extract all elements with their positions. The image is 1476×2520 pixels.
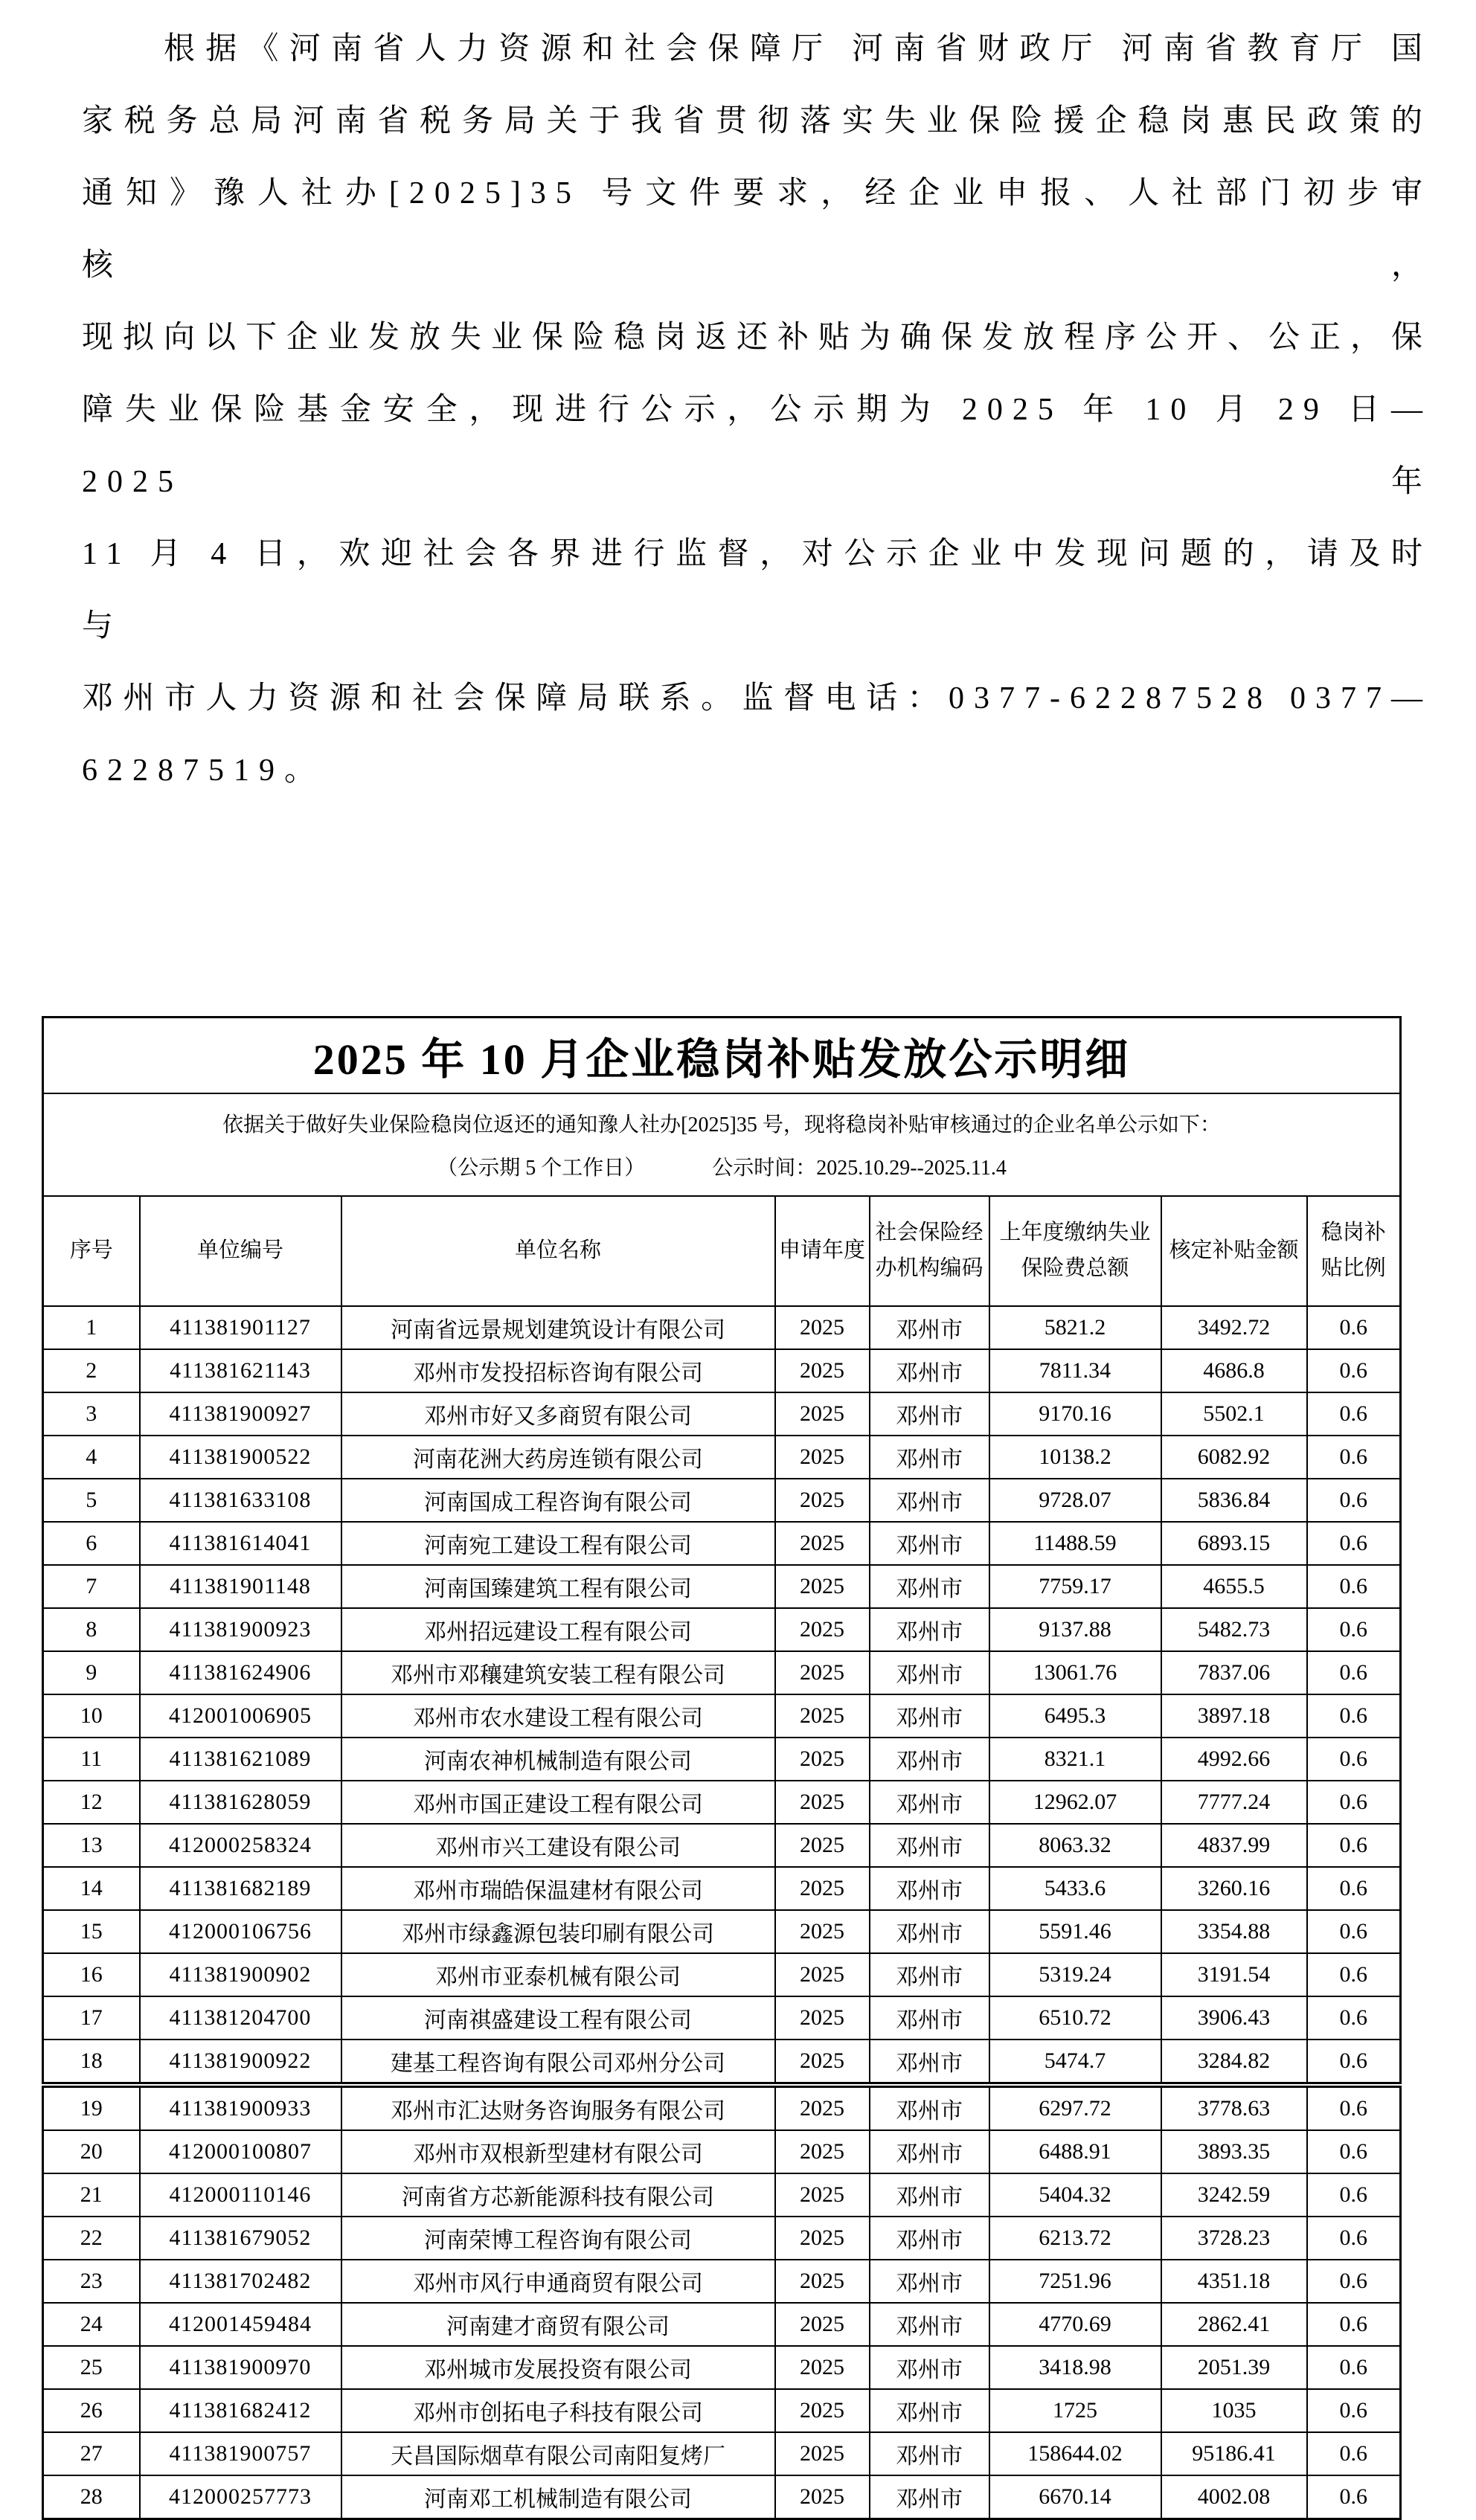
table-cell: 3354.88 <box>1161 1910 1307 1953</box>
table-row <box>43 1867 1401 1910</box>
table-cell: 10138.2 <box>989 1436 1161 1479</box>
table-cell: 411381682412 <box>140 2389 341 2432</box>
table-cell: 9137.88 <box>989 1608 1161 1651</box>
note-period: （公示期 5 个工作日） <box>437 1157 646 1180</box>
table-cell: 邓州市 <box>870 2346 989 2389</box>
table-cell: 河南建才商贸有限公司 <box>341 2303 775 2346</box>
note-period-time <box>47 1151 1396 1181</box>
table-cell: 411381901148 <box>140 1565 341 1608</box>
table-cell: 6082.92 <box>1161 1436 1307 1479</box>
table-cell: 2025 <box>775 2130 870 2173</box>
table-row <box>43 1608 1401 1651</box>
table-cell: 9170.16 <box>989 1392 1161 1436</box>
table-cell: 邓州市 <box>870 2217 989 2260</box>
table-cell: 0.6 <box>1307 1867 1401 1910</box>
table-cell: 2025 <box>775 2217 870 2260</box>
table-cell: 412001006905 <box>140 1694 341 1738</box>
table-cell: 4992.66 <box>1161 1738 1307 1781</box>
table-cell: 3893.35 <box>1161 2130 1307 2173</box>
table-cell: 邓州市 <box>870 1910 989 1953</box>
table-cell: 8321.1 <box>989 1738 1161 1781</box>
table-cell: 411381621143 <box>140 1349 341 1392</box>
table-cell: 4837.99 <box>1161 1824 1307 1867</box>
table-cell: 9728.07 <box>989 1479 1161 1522</box>
table-cell: 13061.76 <box>989 1651 1161 1694</box>
intro-paragraph <box>0 0 1476 807</box>
table-cell: 0.6 <box>1307 2432 1401 2475</box>
table-cell: 邓州市 <box>870 1867 989 1910</box>
table-cell: 4770.69 <box>989 2303 1161 2346</box>
table-cell: 邓州市国正建设工程有限公司 <box>341 1781 775 1824</box>
table-cell: 14 <box>43 1867 140 1910</box>
table-cell: 11 <box>43 1738 140 1781</box>
table-header-row <box>43 1196 1401 1306</box>
table-cell: 0.6 <box>1307 1824 1401 1867</box>
intro-line: 根据《河南省人力资源和社会保障厅 河南省财政厅 河南省教育厅 国 <box>164 32 1432 66</box>
table-cell: 邓州市农水建设工程有限公司 <box>341 1694 775 1738</box>
note-basis: 依据关于做好失业保险稳岗位返还的通知豫人社办[2025]35 号，现将稳岗补贴审核通过的企业名单公示如下： <box>222 1113 1221 1137</box>
table-cell: 411381900927 <box>140 1392 341 1436</box>
table-cell: 411381900933 <box>140 2085 341 2130</box>
table-cell: 邓州市创拓电子科技有限公司 <box>341 2389 775 2432</box>
table-row <box>43 1349 1401 1392</box>
table-cell: 2025 <box>775 1306 870 1349</box>
table-cell: 建基工程咨询有限公司邓州分公司 <box>341 2040 775 2085</box>
table-cell: 邓州市 <box>870 1651 989 1694</box>
table-cell: 3906.43 <box>1161 1996 1307 2040</box>
table-cell: 5821.2 <box>989 1306 1161 1349</box>
table-cell: 邓州市 <box>870 1306 989 1349</box>
table-cell: 0.6 <box>1307 1651 1401 1694</box>
table-cell: 412000258324 <box>140 1824 341 1867</box>
table-cell: 2025 <box>775 1479 870 1522</box>
table-row <box>43 2260 1401 2303</box>
table-cell: 4655.5 <box>1161 1565 1307 1608</box>
table-cell: 邓州市 <box>870 2475 989 2519</box>
table-cell: 邓州市邓穰建筑安装工程有限公司 <box>341 1651 775 1694</box>
table-cell: 25 <box>43 2346 140 2389</box>
table-note-row <box>43 1093 1401 1196</box>
table-cell: 3897.18 <box>1161 1694 1307 1738</box>
subsidy-notice-table <box>42 1016 1402 2520</box>
table-cell: 412000257773 <box>140 2475 341 2519</box>
table-cell: 2025 <box>775 2432 870 2475</box>
table-cell: 2025 <box>775 1996 870 2040</box>
table-cell: 0.6 <box>1307 2040 1401 2085</box>
table-cell: 0.6 <box>1307 1392 1401 1436</box>
col-premium: 上年度缴纳失业保险费总额 <box>989 1196 1161 1306</box>
table-cell: 21 <box>43 2173 140 2217</box>
col-amount: 核定补贴金额 <box>1161 1196 1307 1306</box>
table-body <box>43 1306 1401 2519</box>
table-row <box>43 1996 1401 2040</box>
table-cell: 411381624906 <box>140 1651 341 1694</box>
table-cell: 0.6 <box>1307 2260 1401 2303</box>
table-cell: 河南荣博工程咨询有限公司 <box>341 2217 775 2260</box>
table-row <box>43 2346 1401 2389</box>
table-cell: 邓州招远建设工程有限公司 <box>341 1608 775 1651</box>
table-row <box>43 1651 1401 1694</box>
table-note <box>43 1093 1401 1196</box>
table-cell: 0.6 <box>1307 1306 1401 1349</box>
table-cell: 23 <box>43 2260 140 2303</box>
table-cell: 5319.24 <box>989 1953 1161 1996</box>
table-cell: 6495.3 <box>989 1694 1161 1738</box>
table-row <box>43 1910 1401 1953</box>
table-cell: 河南农神机械制造有限公司 <box>341 1738 775 1781</box>
table-cell: 2025 <box>775 1867 870 1910</box>
table-cell: 95186.41 <box>1161 2432 1307 2475</box>
table-cell: 3260.16 <box>1161 1867 1307 1910</box>
table-cell: 2025 <box>775 1522 870 1565</box>
intro-line: 邓州市人力资源和社会保障局联系。监督电话：0377-62287528 0377— <box>82 681 1432 716</box>
table-cell: 2 <box>43 1349 140 1392</box>
table-cell: 6893.15 <box>1161 1522 1307 1565</box>
table-row <box>43 2475 1401 2519</box>
table-cell: 邓州市 <box>870 1781 989 1824</box>
table-cell: 邓州市 <box>870 1608 989 1651</box>
table-cell: 2025 <box>775 1910 870 1953</box>
table-cell: 8063.32 <box>989 1824 1161 1867</box>
table-cell: 28 <box>43 2475 140 2519</box>
intro-line: 家税务总局河南省税务局关于我省贯彻落实失业保险援企稳岗惠民政策的 <box>82 104 1432 138</box>
table-cell: 2025 <box>775 1953 870 1996</box>
table-cell: 0.6 <box>1307 2389 1401 2432</box>
table-cell: 5 <box>43 1479 140 1522</box>
table-cell: 3778.63 <box>1161 2085 1307 2130</box>
table-cell: 0.6 <box>1307 2475 1401 2519</box>
col-agency: 社会保险经办机构编码 <box>870 1196 989 1306</box>
table-cell: 0.6 <box>1307 1436 1401 1479</box>
table-row <box>43 2173 1401 2217</box>
table-cell: 邓州市 <box>870 1436 989 1479</box>
table-cell: 邓州市绿鑫源包装印刷有限公司 <box>341 1910 775 1953</box>
table-cell: 邓州市汇达财务咨询服务有限公司 <box>341 2085 775 2130</box>
table-cell: 5482.73 <box>1161 1608 1307 1651</box>
table-cell: 0.6 <box>1307 1910 1401 1953</box>
table-cell: 3728.23 <box>1161 2217 1307 2260</box>
table-title: 2025 年 10 月企业稳岗补贴发放公示明细 <box>43 1018 1401 1094</box>
table-cell: 11488.59 <box>989 1522 1161 1565</box>
table-cell: 5474.7 <box>989 2040 1161 2085</box>
table-cell: 7759.17 <box>989 1565 1161 1608</box>
table-cell: 邓州市风行申通商贸有限公司 <box>341 2260 775 2303</box>
col-index: 序号 <box>43 1196 140 1306</box>
table-cell: 411381900923 <box>140 1608 341 1651</box>
table-cell: 2025 <box>775 2040 870 2085</box>
table-cell: 158644.02 <box>989 2432 1161 2475</box>
table-cell: 0.6 <box>1307 2303 1401 2346</box>
table-row <box>43 1953 1401 1996</box>
table-cell: 2025 <box>775 1651 870 1694</box>
col-ratio: 稳岗补贴比例 <box>1307 1196 1401 1306</box>
table-cell: 0.6 <box>1307 2346 1401 2389</box>
table-cell: 411381633108 <box>140 1479 341 1522</box>
table-row <box>43 1738 1401 1781</box>
table-row <box>43 1522 1401 1565</box>
col-name: 单位名称 <box>341 1196 775 1306</box>
table-cell: 12962.07 <box>989 1781 1161 1824</box>
table-cell: 邓州市 <box>870 1694 989 1738</box>
table-cell: 1725 <box>989 2389 1161 2432</box>
table-cell: 0.6 <box>1307 1565 1401 1608</box>
table-cell: 邓州市 <box>870 1953 989 1996</box>
table-cell: 0.6 <box>1307 1953 1401 1996</box>
table-row <box>43 1565 1401 1608</box>
table-cell: 4686.8 <box>1161 1349 1307 1392</box>
table-cell: 0.6 <box>1307 1996 1401 2040</box>
table-cell: 邓州市 <box>870 2389 989 2432</box>
table-cell: 7251.96 <box>989 2260 1161 2303</box>
table-cell: 7777.24 <box>1161 1781 1307 1824</box>
table-cell: 河南宛工建设工程有限公司 <box>341 1522 775 1565</box>
table-cell: 1035 <box>1161 2389 1307 2432</box>
table-cell: 4351.18 <box>1161 2260 1307 2303</box>
intro-line: 通知》豫人社办[2025]35 号文件要求，经企业申报、人社部门初步审核， <box>82 176 1432 283</box>
table-cell: 3242.59 <box>1161 2173 1307 2217</box>
table-cell: 2025 <box>775 1436 870 1479</box>
table-cell: 6 <box>43 1522 140 1565</box>
table-cell: 邓州市 <box>870 1565 989 1608</box>
table-cell: 19 <box>43 2085 140 2130</box>
table-cell: 16 <box>43 1953 140 1996</box>
table-cell: 邓州市 <box>870 2173 989 2217</box>
table-row <box>43 1694 1401 1738</box>
table-cell: 0.6 <box>1307 2085 1401 2130</box>
table-cell: 河南省方芯新能源科技有限公司 <box>341 2173 775 2217</box>
table-cell: 0.6 <box>1307 1349 1401 1392</box>
table-cell: 411381628059 <box>140 1781 341 1824</box>
table-cell: 0.6 <box>1307 1479 1401 1522</box>
table-row <box>43 1436 1401 1479</box>
table-cell: 9 <box>43 1651 140 1694</box>
table-cell: 邓州市瑞皓保温建材有限公司 <box>341 1867 775 1910</box>
table-cell: 2025 <box>775 1565 870 1608</box>
table-cell: 411381621089 <box>140 1738 341 1781</box>
table-cell: 河南省远景规划建筑设计有限公司 <box>341 1306 775 1349</box>
table-cell: 2025 <box>775 1349 870 1392</box>
table-cell: 1 <box>43 1306 140 1349</box>
table-cell: 22 <box>43 2217 140 2260</box>
table-cell: 5502.1 <box>1161 1392 1307 1436</box>
table-cell: 6488.91 <box>989 2130 1161 2173</box>
table-cell: 411381901127 <box>140 1306 341 1349</box>
table-cell: 0.6 <box>1307 2130 1401 2173</box>
table-cell: 0.6 <box>1307 1738 1401 1781</box>
table-cell: 天昌国际烟草有限公司南阳复烤厂 <box>341 2432 775 2475</box>
table-cell: 411381204700 <box>140 1996 341 2040</box>
table-cell: 5591.46 <box>989 1910 1161 1953</box>
table-cell: 0.6 <box>1307 1694 1401 1738</box>
table-cell: 411381614041 <box>140 1522 341 1565</box>
table-cell: 2025 <box>775 2173 870 2217</box>
intro-line: 障失业保险基金安全，现进行公示，公示期为 2025 年 10 月 29 日—2025 年 <box>82 393 1432 499</box>
table-cell: 2025 <box>775 2346 870 2389</box>
table-cell: 邓州市兴工建设有限公司 <box>341 1824 775 1867</box>
table-cell: 411381900902 <box>140 1953 341 1996</box>
table-cell: 河南花洲大药房连锁有限公司 <box>341 1436 775 1479</box>
table-cell: 邓州市亚泰机械有限公司 <box>341 1953 775 1996</box>
table-cell: 12 <box>43 1781 140 1824</box>
table-cell: 17 <box>43 1996 140 2040</box>
table-cell: 邓州市 <box>870 2130 989 2173</box>
table-cell: 411381900522 <box>140 1436 341 1479</box>
table-cell: 邓州市 <box>870 2432 989 2475</box>
table-cell: 2025 <box>775 2389 870 2432</box>
table-cell: 18 <box>43 2040 140 2085</box>
table-row <box>43 1479 1401 1522</box>
table-cell: 邓州市 <box>870 1392 989 1436</box>
table-cell: 0.6 <box>1307 1608 1401 1651</box>
table-cell: 邓州市发投招标咨询有限公司 <box>341 1349 775 1392</box>
table-cell: 邓州市 <box>870 1522 989 1565</box>
table-cell: 412000106756 <box>140 1910 341 1953</box>
table-cell: 邓州市 <box>870 1479 989 1522</box>
table-cell: 邓州市 <box>870 2040 989 2085</box>
table-cell: 6213.72 <box>989 2217 1161 2260</box>
table-cell: 4 <box>43 1436 140 1479</box>
table-cell: 411381900757 <box>140 2432 341 2475</box>
table-cell: 2025 <box>775 2475 870 2519</box>
table-cell: 7 <box>43 1565 140 1608</box>
table-cell: 5404.32 <box>989 2173 1161 2217</box>
table-cell: 邓州市 <box>870 2303 989 2346</box>
table-cell: 邓州城市发展投资有限公司 <box>341 2346 775 2389</box>
table-cell: 邓州市 <box>870 1738 989 1781</box>
table-cell: 2025 <box>775 2260 870 2303</box>
table-cell: 邓州市 <box>870 2260 989 2303</box>
table-cell: 邓州市好又多商贸有限公司 <box>341 1392 775 1436</box>
table-cell: 河南国臻建筑工程有限公司 <box>341 1565 775 1608</box>
table-cell: 2051.39 <box>1161 2346 1307 2389</box>
table-row <box>43 1392 1401 1436</box>
table-title-row <box>43 1018 1401 1094</box>
table-cell: 20 <box>43 2130 140 2173</box>
table-cell: 河南祺盛建设工程有限公司 <box>341 1996 775 2040</box>
col-year: 申请年度 <box>775 1196 870 1306</box>
intro-line: 现拟向以下企业发放失业保险稳岗返还补贴为确保发放程序公开、公正，保 <box>82 321 1433 355</box>
table-row <box>43 2432 1401 2475</box>
intro-line: 62287519。 <box>82 753 326 788</box>
table-cell: 邓州市 <box>870 2085 989 2130</box>
intro-line: 11 月 4 日，欢迎社会各界进行监督，对公示企业中发现问题的，请及时与 <box>82 537 1432 643</box>
table-cell: 邓州市 <box>870 1824 989 1867</box>
table-cell: 6297.72 <box>989 2085 1161 2130</box>
table-cell: 6510.72 <box>989 1996 1161 2040</box>
table-cell: 2025 <box>775 1738 870 1781</box>
table-cell: 27 <box>43 2432 140 2475</box>
table-cell: 4002.08 <box>1161 2475 1307 2519</box>
table-cell: 邓州市 <box>870 1996 989 2040</box>
table-row <box>43 2040 1401 2085</box>
table-cell: 15 <box>43 1910 140 1953</box>
col-code: 单位编号 <box>140 1196 341 1306</box>
table-cell: 3492.72 <box>1161 1306 1307 1349</box>
table-cell: 3418.98 <box>989 2346 1161 2389</box>
table-cell: 河南国成工程咨询有限公司 <box>341 1479 775 1522</box>
table-cell: 2025 <box>775 1392 870 1436</box>
table-row <box>43 1306 1401 1349</box>
table-cell: 26 <box>43 2389 140 2432</box>
table-cell: 0.6 <box>1307 2217 1401 2260</box>
table-row <box>43 1781 1401 1824</box>
table-cell: 411381682189 <box>140 1867 341 1910</box>
table-cell: 0.6 <box>1307 2173 1401 2217</box>
table-row <box>43 2389 1401 2432</box>
table-cell: 411381679052 <box>140 2217 341 2260</box>
table-cell: 24 <box>43 2303 140 2346</box>
table-cell: 2025 <box>775 1608 870 1651</box>
table-row <box>43 2217 1401 2260</box>
table-cell: 邓州市 <box>870 1349 989 1392</box>
table-cell: 13 <box>43 1824 140 1867</box>
table-cell: 411381900970 <box>140 2346 341 2389</box>
note-time: 公示时间：2025.10.29--2025.11.4 <box>712 1157 1007 1180</box>
table-cell: 2025 <box>775 1694 870 1738</box>
table-row <box>43 2303 1401 2346</box>
table-cell: 8 <box>43 1608 140 1651</box>
table-row <box>43 2085 1401 2130</box>
table-cell: 412000100807 <box>140 2130 341 2173</box>
table-cell: 3191.54 <box>1161 1953 1307 1996</box>
table-cell: 邓州市双根新型建材有限公司 <box>341 2130 775 2173</box>
table-cell: 0.6 <box>1307 1522 1401 1565</box>
table-cell: 2025 <box>775 1781 870 1824</box>
table-cell: 3 <box>43 1392 140 1436</box>
table-cell: 2025 <box>775 1824 870 1867</box>
table-cell: 5433.6 <box>989 1867 1161 1910</box>
table-row <box>43 2130 1401 2173</box>
table-cell: 7837.06 <box>1161 1651 1307 1694</box>
table-cell: 2862.41 <box>1161 2303 1307 2346</box>
table-cell: 河南邓工机械制造有限公司 <box>341 2475 775 2519</box>
table-cell: 2025 <box>775 2085 870 2130</box>
table-cell: 412001459484 <box>140 2303 341 2346</box>
table-cell: 412000110146 <box>140 2173 341 2217</box>
table-cell: 411381900922 <box>140 2040 341 2085</box>
table-cell: 2025 <box>775 2303 870 2346</box>
table-cell: 3284.82 <box>1161 2040 1307 2085</box>
table-row <box>43 1824 1401 1867</box>
table-cell: 7811.34 <box>989 1349 1161 1392</box>
table-cell: 0.6 <box>1307 1781 1401 1824</box>
table-cell: 6670.14 <box>989 2475 1161 2519</box>
table-cell: 5836.84 <box>1161 1479 1307 1522</box>
table-cell: 411381702482 <box>140 2260 341 2303</box>
table-cell: 10 <box>43 1694 140 1738</box>
